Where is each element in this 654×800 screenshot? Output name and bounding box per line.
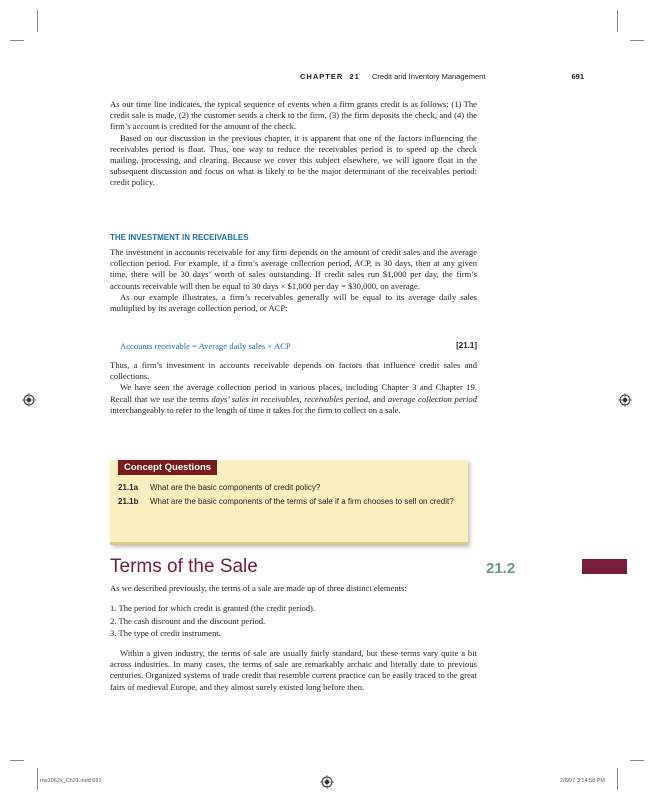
page-number: 691: [571, 72, 584, 81]
paragraph: Thus, a firm’s investment in accounts receivable depends on factors that influence credit sales and collections.: [110, 360, 477, 382]
crop-mark: [10, 40, 24, 41]
crop-mark: [617, 10, 618, 32]
concept-question: [118, 497, 458, 508]
equation: [120, 341, 477, 351]
intro-text: [110, 99, 477, 189]
registration-mark-icon: [22, 393, 36, 407]
list-item: 3. The type of credit instrument.: [110, 628, 221, 639]
crop-mark: [10, 760, 24, 761]
list-item: 2. The cash discount and the discount period.: [110, 615, 266, 626]
crop-mark: [630, 760, 644, 761]
registration-mark-icon: [320, 775, 334, 789]
concept-questions-label: Concept Questions: [118, 460, 217, 475]
paragraph: Within a given industry, the terms of sale are usually fairly standard, but these terms vary quite a bit across industries. In many cases, the terms of sale are remarkably archaic and literally date to previous centuries. Organized systems of trade credit that resemble current practice can be easily traced to the great fairs of medieval Europe, and they almost surely existed long before then.: [110, 648, 477, 692]
crop-mark: [617, 768, 618, 790]
crop-mark: [630, 40, 644, 41]
footer-timestamp: 2/8/07 3:14:58 PM: [560, 778, 605, 784]
chapter-title: Credit and Inventory Management: [372, 72, 486, 81]
terms-text: [110, 648, 477, 693]
crop-mark: [37, 10, 38, 32]
chapter-label: CHAPTER 21: [300, 72, 360, 81]
investment-text-continued: [110, 360, 477, 416]
footer-file: ros3062x_Ch21.indd 691: [40, 778, 102, 784]
list-item: 1. The period for which credit is granted (the credit period).: [110, 603, 316, 613]
section-title: Terms of the Sale: [110, 556, 258, 577]
paragraph: The investment in accounts receivable for any firm depends on the amount of credit sales and the average collection period. For example, if a firm’s average collection period, ACP, is 30 days, then at any given time, there will be 30 days’ worth of sales outstanding. If credit sales run $1,000 per day, the firm’s accounts receivable will then be equal to 30 days × $1,000 per day = $30,000, on average.: [110, 247, 477, 291]
equation-number: [21.1]: [456, 341, 477, 350]
section-bar: [582, 559, 627, 574]
terms-list: [110, 602, 477, 640]
section-number: 21.2: [486, 560, 516, 577]
paragraph: We have seen the average collection period in various places, including Chapter 3 and Chapter 19. Recall that we use the terms days’ sales in receivables, receivables period, and average collection period interchangeably to refer to the length of time it takes for the firm to collect on a sale.: [110, 382, 477, 415]
registration-mark-icon: [618, 393, 632, 407]
paragraph: As our time line indicates, the typical sequence of events when a firm grants credit is as follows: (1) The credit sale is made, (2) the customer sends a check to the firm, (3) the firm deposits the check, and (4) the firm’s account is credited for the amount of the check.: [110, 99, 477, 132]
terms-intro: [110, 583, 477, 594]
investment-text: [110, 247, 477, 314]
paragraph: As we described previously, the terms of a sale are made up of three distinct elements:: [110, 583, 407, 593]
question-text: What are the basic components of the terms of sale if a firm chooses to sell on credit?: [150, 497, 454, 506]
question-number: 21.1b: [118, 497, 139, 506]
concept-questions-box: [110, 460, 468, 545]
paragraph: As our example illustrates, a firm’s receivables generally will be equal to its average daily sales multiplied by its average collection period, or ACP:: [110, 291, 477, 314]
section-heading: THE INVESTMENT IN RECEIVABLES: [110, 233, 249, 242]
equation-text: Accounts receivable = Average daily sales × ACP: [120, 341, 291, 351]
paragraph: Based on our discussion in the previous chapter, it is apparent that one of the factors influencing the receivables period is float. Thus, one way to reduce the receivables period is to speed up the check mailing, processing, and clearing. Because we cover this subject elsewhere, we will ignore float in the subsequent discussion and focus on what is likely to be the major determinant of the receivables period: credit policy.: [110, 132, 477, 188]
question-text: What are the basic components of credit policy?: [150, 483, 321, 492]
crop-mark: [37, 768, 38, 790]
question-number: 21.1a: [118, 483, 139, 492]
concept-question: [118, 483, 458, 494]
